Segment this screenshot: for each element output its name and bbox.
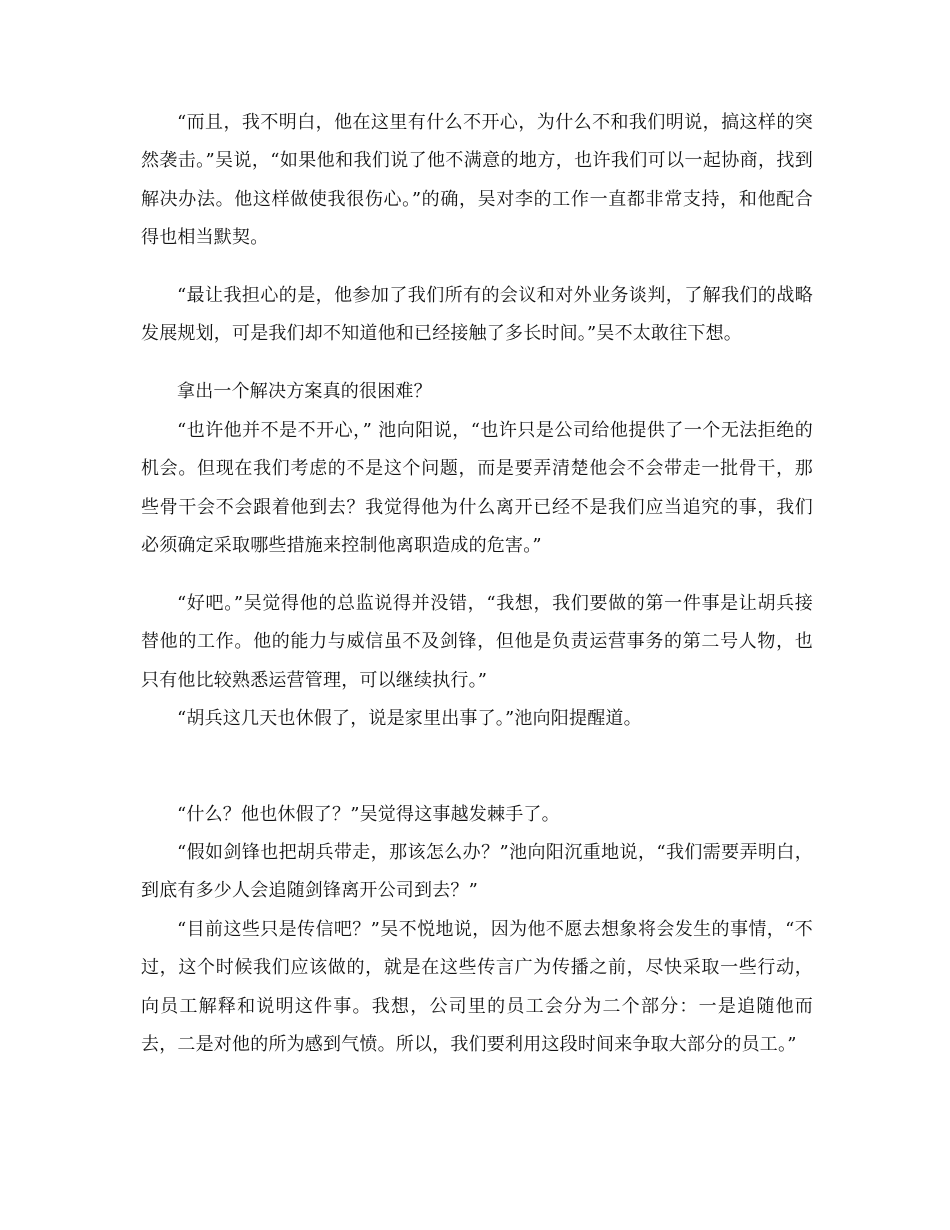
paragraph-1: “而且，我不明白，他在这里有什么不开心，为什么不和我们明说，搞这样的突然袭击。”吴说，“如果他和我们说了他不满意的地方，也许我们可以一起协商，找到解决办法。他这样做使我很伤心。”的确，吴对李的工作一直都非常支持，和他配合得也相当默契。 bbox=[141, 112, 813, 249]
paragraph-4: “也许他并不是不开心，” 池向阳说，“也许只是公司给他提供了一个无法拒绝的机会。但现在我们考虑的不是这个问题，而是要弄清楚他会不会带走一批骨干，那些骨干会不会跟着他到去？我觉得他为什么离开已经不是我们应当追究的事，我们必须确定采取哪些措施来控制他离职造成的危害。” bbox=[141, 420, 813, 557]
paragraph-8: “假如剑锋也把胡兵带走，那该怎么办？”池向阳沉重地说，“我们需要弄明白，到底有多少人会追随剑锋离开公司到去？” bbox=[141, 842, 813, 902]
paragraph-7: “什么？他也休假了？”吴觉得这事越发棘手了。 bbox=[177, 804, 560, 825]
paragraph-6: “胡兵这几天也休假了，说是家里出事了。”池向阳提醒道。 bbox=[177, 708, 642, 729]
paragraph-5: “好吧。”吴觉得他的总监说得并没错，“我想，我们要做的第一件事是让胡兵接替他的工作。他的能力与威信虽不及剑锋，但他是负责运营事务的第二号人物，也只有他比较熟悉运营管理，可以继续执行。” bbox=[141, 593, 813, 691]
paragraph-3: 拿出一个解决方案真的很困难？ bbox=[177, 381, 432, 402]
paragraph-9: “目前这些只是传信吧？”吴不悦地说，因为他不愿去想象将会发生的事情，“不过，这个时候我们应该做的，就是在这些传言广为传播之前，尽快采取一些行动，向员工解释和说明这件事。我想，公司里的员工会分为二个部分：一是追随他而去，二是对他的所为感到气愤。所以，我们要利用这段时间来争取大部分的员工。” bbox=[141, 919, 813, 1056]
paragraph-2: “最让我担心的是，他参加了我们所有的会议和对外业务谈判，了解我们的战略发展规划，可是我们却不知道他和已经接触了多长时间。”吴不太敢往下想。 bbox=[141, 285, 813, 345]
